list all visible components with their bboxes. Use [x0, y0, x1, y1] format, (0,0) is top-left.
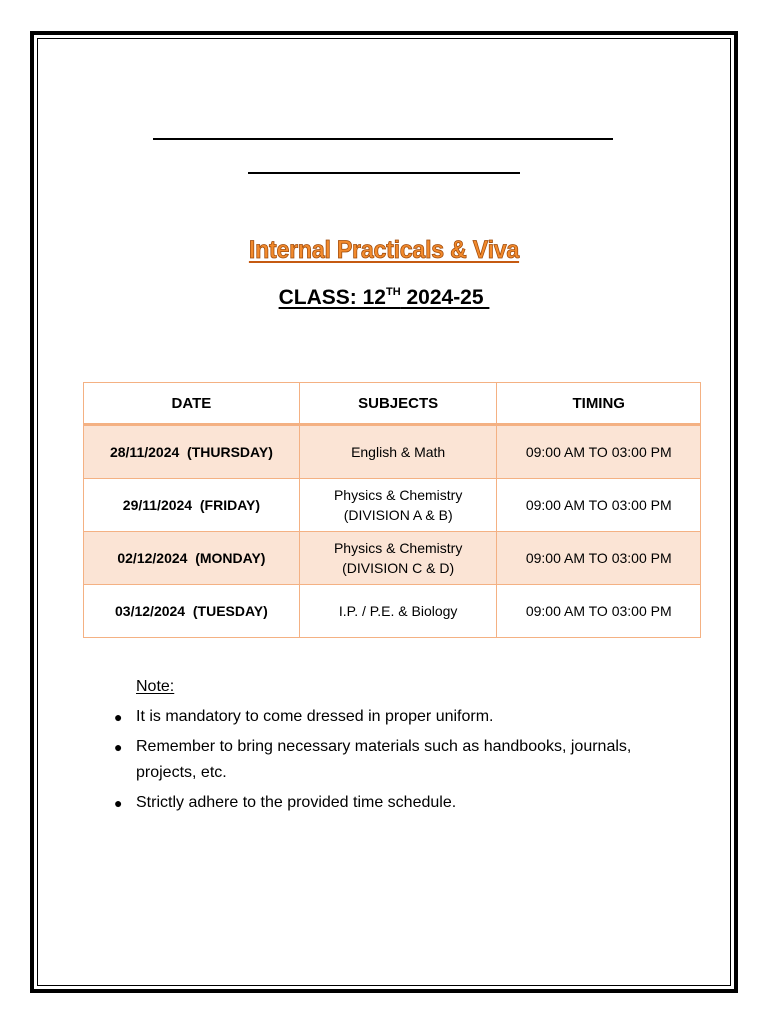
table-header-row: [84, 383, 701, 425]
subject-line: Physics & Chemistry: [333, 487, 463, 503]
timing-cell: 09:00 AM TO 03:00 PM: [497, 479, 701, 532]
date-cell: 02/12/2024 (MONDAY): [84, 532, 300, 585]
header-date: DATE: [84, 383, 300, 425]
subject-line: English & Math: [351, 444, 446, 460]
bullet-icon: ●: [114, 709, 123, 725]
note-text: Strictly adhere to the provided time schedule.: [136, 794, 457, 811]
header-timing: TIMING: [497, 383, 701, 425]
list-item: [112, 790, 672, 816]
timing-cell: 09:00 AM TO 03:00 PM: [497, 585, 701, 638]
timing-cell: 09:00 AM TO 03:00 PM: [497, 532, 701, 585]
list-item: [112, 734, 672, 786]
table-row: [84, 425, 701, 479]
document-title: Internal Practicals & Viva: [248, 236, 520, 264]
class-heading: [0, 286, 768, 310]
subject-division: (DIVISION A & B): [343, 507, 453, 523]
bullet-icon: ●: [114, 739, 123, 755]
note-label: Note:: [136, 678, 175, 695]
subject-cell: [299, 479, 497, 532]
subject-division: (DIVISION C & D): [342, 560, 455, 576]
subject-cell: [299, 585, 497, 638]
class-prefix: CLASS: 12: [278, 286, 386, 309]
date-cell: 28/11/2024 (THURSDAY): [84, 425, 300, 479]
blank-line-1: [153, 138, 613, 140]
note-text: It is mandatory to come dressed in proper uniform.: [136, 708, 494, 725]
bullet-icon: ●: [114, 795, 123, 811]
subject-cell: [299, 532, 497, 585]
note-text: Remember to bring necessary materials such as handbooks, journals, projects, etc.: [136, 738, 632, 781]
class-superscript: TH: [385, 286, 401, 298]
table-row: [84, 532, 701, 585]
table-row: [84, 585, 701, 638]
subject-line: I.P. / P.E. & Biology: [338, 603, 458, 619]
timing-cell: 09:00 AM TO 03:00 PM: [497, 425, 701, 479]
date-cell: 29/11/2024 (FRIDAY): [84, 479, 300, 532]
schedule-table: [83, 382, 701, 638]
date-cell: 03/12/2024 (TUESDAY): [84, 585, 300, 638]
class-year: 2024-25: [400, 286, 490, 309]
list-item: [112, 704, 672, 730]
blank-line-2: [248, 172, 520, 174]
table-row: [84, 479, 701, 532]
subject-cell: [299, 425, 497, 479]
subject-line: Physics & Chemistry: [333, 540, 463, 556]
header-subjects: SUBJECTS: [299, 383, 497, 425]
notes-list: [112, 704, 672, 820]
